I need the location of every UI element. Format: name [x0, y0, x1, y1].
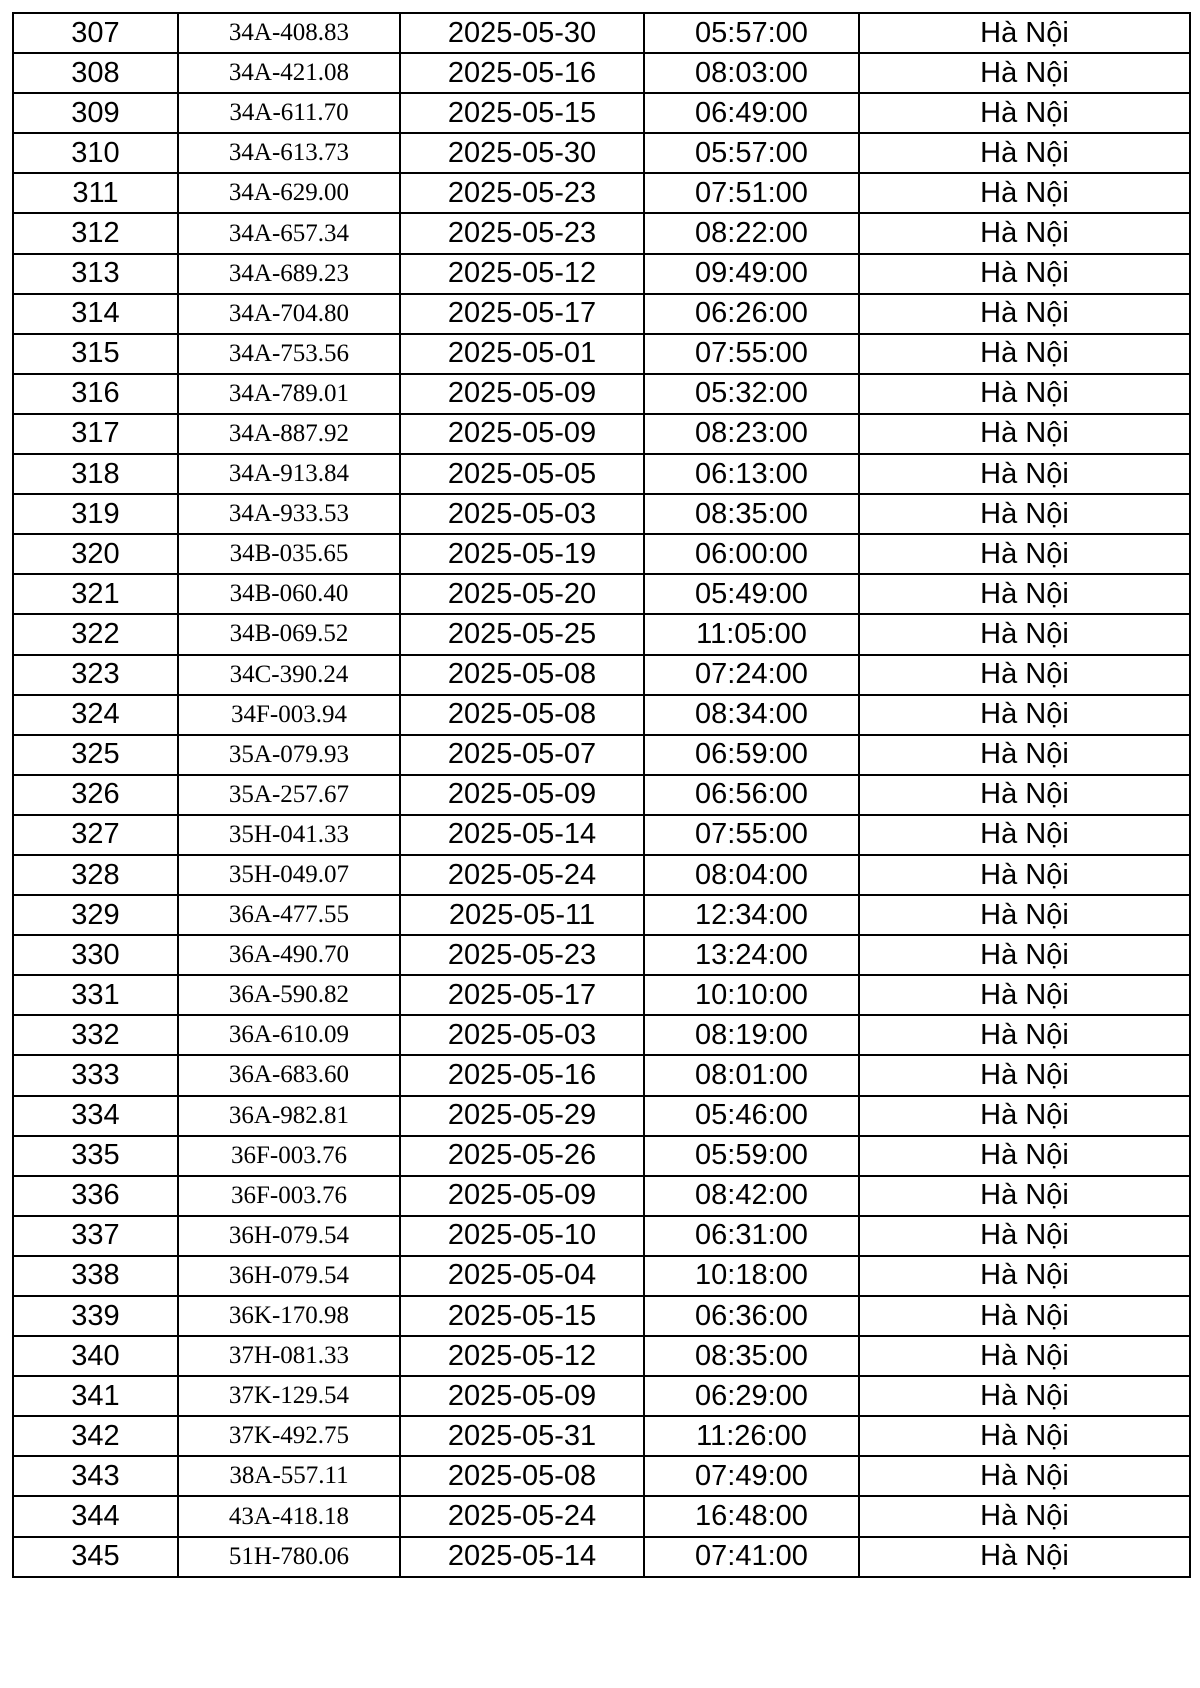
- cell-license-plate: 36A-610.09: [178, 1015, 400, 1055]
- cell-time: 07:55:00: [644, 815, 859, 855]
- cell-time: 08:04:00: [644, 855, 859, 895]
- cell-location: Hà Nội: [859, 53, 1190, 93]
- cell-location: Hà Nội: [859, 574, 1190, 614]
- cell-date: 2025-05-09: [400, 1376, 644, 1416]
- cell-date: 2025-05-29: [400, 1096, 644, 1136]
- cell-date: 2025-05-12: [400, 254, 644, 294]
- cell-license-plate: 38A-557.11: [178, 1456, 400, 1496]
- cell-location: Hà Nội: [859, 13, 1190, 53]
- cell-index: 315: [13, 334, 178, 374]
- cell-index: 327: [13, 815, 178, 855]
- table-row: [13, 935, 1190, 975]
- cell-location: Hà Nội: [859, 614, 1190, 654]
- table-row: [13, 1055, 1190, 1095]
- cell-location: Hà Nội: [859, 1256, 1190, 1296]
- cell-index: 344: [13, 1496, 178, 1536]
- cell-time: 10:10:00: [644, 975, 859, 1015]
- table-row: [13, 1216, 1190, 1256]
- cell-index: 339: [13, 1296, 178, 1336]
- cell-license-plate: 43A-418.18: [178, 1496, 400, 1536]
- cell-license-plate: 34F-003.94: [178, 695, 400, 735]
- cell-license-plate: 34C-390.24: [178, 655, 400, 695]
- cell-index: 343: [13, 1456, 178, 1496]
- table-row: [13, 1376, 1190, 1416]
- cell-date: 2025-05-23: [400, 213, 644, 253]
- cell-date: 2025-05-17: [400, 294, 644, 334]
- cell-location: Hà Nội: [859, 173, 1190, 213]
- cell-date: 2025-05-08: [400, 655, 644, 695]
- cell-index: 328: [13, 855, 178, 895]
- cell-date: 2025-05-26: [400, 1136, 644, 1176]
- table-row: [13, 13, 1190, 53]
- cell-time: 07:51:00: [644, 173, 859, 213]
- cell-location: Hà Nội: [859, 815, 1190, 855]
- table-row: [13, 494, 1190, 534]
- cell-location: Hà Nội: [859, 1216, 1190, 1256]
- cell-date: 2025-05-01: [400, 334, 644, 374]
- cell-time: 08:03:00: [644, 53, 859, 93]
- cell-index: 335: [13, 1136, 178, 1176]
- cell-date: 2025-05-14: [400, 815, 644, 855]
- cell-index: 314: [13, 294, 178, 334]
- cell-location: Hà Nội: [859, 294, 1190, 334]
- violations-table: [12, 12, 1191, 1578]
- cell-license-plate: 34A-704.80: [178, 294, 400, 334]
- cell-license-plate: 34A-689.23: [178, 254, 400, 294]
- cell-license-plate: 36A-982.81: [178, 1096, 400, 1136]
- cell-location: Hà Nội: [859, 1136, 1190, 1176]
- table-row: [13, 133, 1190, 173]
- table-row: [13, 374, 1190, 414]
- cell-date: 2025-05-08: [400, 695, 644, 735]
- cell-time: 06:56:00: [644, 775, 859, 815]
- cell-time: 08:35:00: [644, 494, 859, 534]
- cell-time: 05:49:00: [644, 574, 859, 614]
- cell-date: 2025-05-20: [400, 574, 644, 614]
- cell-license-plate: 36A-683.60: [178, 1055, 400, 1095]
- cell-location: Hà Nội: [859, 855, 1190, 895]
- cell-date: 2025-05-30: [400, 13, 644, 53]
- cell-license-plate: 34B-069.52: [178, 614, 400, 654]
- cell-location: Hà Nội: [859, 93, 1190, 133]
- cell-license-plate: 51H-780.06: [178, 1537, 400, 1577]
- cell-license-plate: 34A-789.01: [178, 374, 400, 414]
- cell-index: 313: [13, 254, 178, 294]
- table-row: [13, 775, 1190, 815]
- cell-time: 09:49:00: [644, 254, 859, 294]
- cell-location: Hà Nội: [859, 133, 1190, 173]
- table-row: [13, 1336, 1190, 1376]
- table-row: [13, 1096, 1190, 1136]
- cell-index: 345: [13, 1537, 178, 1577]
- table-row: [13, 93, 1190, 133]
- cell-date: 2025-05-15: [400, 93, 644, 133]
- cell-location: Hà Nội: [859, 655, 1190, 695]
- table-row: [13, 655, 1190, 695]
- cell-time: 08:42:00: [644, 1176, 859, 1216]
- cell-time: 06:59:00: [644, 735, 859, 775]
- cell-license-plate: 35H-049.07: [178, 855, 400, 895]
- cell-index: 341: [13, 1376, 178, 1416]
- cell-location: Hà Nội: [859, 534, 1190, 574]
- table-row: [13, 1015, 1190, 1055]
- table-row: [13, 855, 1190, 895]
- table-row: [13, 614, 1190, 654]
- cell-date: 2025-05-09: [400, 775, 644, 815]
- cell-index: 332: [13, 1015, 178, 1055]
- cell-license-plate: 36H-079.54: [178, 1256, 400, 1296]
- table-row: [13, 574, 1190, 614]
- cell-date: 2025-05-16: [400, 53, 644, 93]
- cell-license-plate: 36H-079.54: [178, 1216, 400, 1256]
- cell-time: 07:24:00: [644, 655, 859, 695]
- cell-time: 07:41:00: [644, 1537, 859, 1577]
- cell-index: 338: [13, 1256, 178, 1296]
- cell-time: 07:55:00: [644, 334, 859, 374]
- cell-license-plate: 37H-081.33: [178, 1336, 400, 1376]
- table-row: [13, 1416, 1190, 1456]
- cell-index: 321: [13, 574, 178, 614]
- cell-time: 06:49:00: [644, 93, 859, 133]
- cell-index: 316: [13, 374, 178, 414]
- cell-license-plate: 36K-170.98: [178, 1296, 400, 1336]
- cell-date: 2025-05-09: [400, 414, 644, 454]
- cell-license-plate: 34A-657.34: [178, 213, 400, 253]
- cell-location: Hà Nội: [859, 1176, 1190, 1216]
- table-row: [13, 735, 1190, 775]
- cell-location: Hà Nội: [859, 775, 1190, 815]
- cell-license-plate: 34A-613.73: [178, 133, 400, 173]
- cell-time: 06:00:00: [644, 534, 859, 574]
- cell-date: 2025-05-05: [400, 454, 644, 494]
- cell-index: 319: [13, 494, 178, 534]
- cell-time: 06:31:00: [644, 1216, 859, 1256]
- cell-time: 05:46:00: [644, 1096, 859, 1136]
- cell-location: Hà Nội: [859, 1055, 1190, 1095]
- table-row: [13, 53, 1190, 93]
- cell-time: 06:29:00: [644, 1376, 859, 1416]
- cell-license-plate: 36A-477.55: [178, 895, 400, 935]
- cell-time: 06:26:00: [644, 294, 859, 334]
- cell-time: 05:59:00: [644, 1136, 859, 1176]
- cell-location: Hà Nội: [859, 374, 1190, 414]
- cell-time: 05:32:00: [644, 374, 859, 414]
- cell-date: 2025-05-09: [400, 1176, 644, 1216]
- cell-license-plate: 34A-421.08: [178, 53, 400, 93]
- cell-location: Hà Nội: [859, 414, 1190, 454]
- cell-location: Hà Nội: [859, 1376, 1190, 1416]
- cell-time: 07:49:00: [644, 1456, 859, 1496]
- cell-index: 310: [13, 133, 178, 173]
- cell-license-plate: 34A-887.92: [178, 414, 400, 454]
- cell-index: 324: [13, 695, 178, 735]
- cell-time: 08:19:00: [644, 1015, 859, 1055]
- table-row: [13, 1296, 1190, 1336]
- cell-license-plate: 35A-079.93: [178, 735, 400, 775]
- table-row: [13, 294, 1190, 334]
- cell-license-plate: 34B-035.65: [178, 534, 400, 574]
- cell-index: 326: [13, 775, 178, 815]
- cell-time: 05:57:00: [644, 133, 859, 173]
- table-row: [13, 254, 1190, 294]
- cell-date: 2025-05-14: [400, 1537, 644, 1577]
- table-row: [13, 1176, 1190, 1216]
- cell-date: 2025-05-09: [400, 374, 644, 414]
- cell-date: 2025-05-04: [400, 1256, 644, 1296]
- cell-license-plate: 34B-060.40: [178, 574, 400, 614]
- cell-time: 06:13:00: [644, 454, 859, 494]
- cell-date: 2025-05-12: [400, 1336, 644, 1376]
- cell-index: 336: [13, 1176, 178, 1216]
- cell-location: Hà Nội: [859, 1456, 1190, 1496]
- cell-license-plate: 34A-629.00: [178, 173, 400, 213]
- cell-date: 2025-05-25: [400, 614, 644, 654]
- cell-date: 2025-05-30: [400, 133, 644, 173]
- cell-index: 342: [13, 1416, 178, 1456]
- table-row: [13, 895, 1190, 935]
- cell-location: Hà Nội: [859, 735, 1190, 775]
- cell-index: 331: [13, 975, 178, 1015]
- table-row: [13, 534, 1190, 574]
- cell-date: 2025-05-23: [400, 173, 644, 213]
- cell-location: Hà Nội: [859, 1537, 1190, 1577]
- cell-time: 08:22:00: [644, 213, 859, 253]
- cell-license-plate: 34A-611.70: [178, 93, 400, 133]
- cell-license-plate: 34A-933.53: [178, 494, 400, 534]
- cell-license-plate: 35H-041.33: [178, 815, 400, 855]
- cell-time: 08:01:00: [644, 1055, 859, 1095]
- cell-location: Hà Nội: [859, 494, 1190, 534]
- cell-index: 312: [13, 213, 178, 253]
- cell-index: 325: [13, 735, 178, 775]
- cell-date: 2025-05-23: [400, 935, 644, 975]
- cell-location: Hà Nội: [859, 1015, 1190, 1055]
- cell-date: 2025-05-11: [400, 895, 644, 935]
- cell-location: Hà Nội: [859, 1416, 1190, 1456]
- cell-time: 16:48:00: [644, 1496, 859, 1536]
- cell-index: 330: [13, 935, 178, 975]
- cell-time: 13:24:00: [644, 935, 859, 975]
- cell-location: Hà Nội: [859, 895, 1190, 935]
- cell-time: 12:34:00: [644, 895, 859, 935]
- cell-time: 05:57:00: [644, 13, 859, 53]
- cell-location: Hà Nội: [859, 1336, 1190, 1376]
- cell-date: 2025-05-16: [400, 1055, 644, 1095]
- cell-index: 308: [13, 53, 178, 93]
- cell-time: 06:36:00: [644, 1296, 859, 1336]
- cell-location: Hà Nội: [859, 975, 1190, 1015]
- cell-location: Hà Nội: [859, 213, 1190, 253]
- table-row: [13, 695, 1190, 735]
- cell-index: 317: [13, 414, 178, 454]
- cell-date: 2025-05-07: [400, 735, 644, 775]
- table-row: [13, 975, 1190, 1015]
- cell-index: 340: [13, 1336, 178, 1376]
- cell-date: 2025-05-03: [400, 494, 644, 534]
- table-row: [13, 414, 1190, 454]
- cell-index: 307: [13, 13, 178, 53]
- cell-location: Hà Nội: [859, 254, 1190, 294]
- cell-time: 08:23:00: [644, 414, 859, 454]
- cell-location: Hà Nội: [859, 1496, 1190, 1536]
- cell-license-plate: 34A-913.84: [178, 454, 400, 494]
- cell-license-plate: 34A-408.83: [178, 13, 400, 53]
- cell-license-plate: 37K-129.54: [178, 1376, 400, 1416]
- cell-index: 311: [13, 173, 178, 213]
- cell-license-plate: 34A-753.56: [178, 334, 400, 374]
- cell-license-plate: 37K-492.75: [178, 1416, 400, 1456]
- cell-time: 08:35:00: [644, 1336, 859, 1376]
- cell-time: 08:34:00: [644, 695, 859, 735]
- table-row: [13, 1537, 1190, 1577]
- cell-location: Hà Nội: [859, 1096, 1190, 1136]
- table-row: [13, 173, 1190, 213]
- cell-date: 2025-05-24: [400, 1496, 644, 1536]
- table-row: [13, 815, 1190, 855]
- cell-time: 11:26:00: [644, 1416, 859, 1456]
- cell-license-plate: 36A-590.82: [178, 975, 400, 1015]
- cell-index: 337: [13, 1216, 178, 1256]
- table-row: [13, 334, 1190, 374]
- cell-location: Hà Nội: [859, 1296, 1190, 1336]
- cell-license-plate: 36A-490.70: [178, 935, 400, 975]
- cell-date: 2025-05-19: [400, 534, 644, 574]
- cell-date: 2025-05-24: [400, 855, 644, 895]
- cell-index: 320: [13, 534, 178, 574]
- cell-index: 318: [13, 454, 178, 494]
- cell-license-plate: 35A-257.67: [178, 775, 400, 815]
- cell-date: 2025-05-15: [400, 1296, 644, 1336]
- table-body: [13, 13, 1190, 1577]
- cell-index: 334: [13, 1096, 178, 1136]
- table-row: [13, 454, 1190, 494]
- cell-location: Hà Nội: [859, 935, 1190, 975]
- table-row: [13, 1496, 1190, 1536]
- cell-date: 2025-05-31: [400, 1416, 644, 1456]
- cell-index: 322: [13, 614, 178, 654]
- table-row: [13, 1256, 1190, 1296]
- cell-time: 10:18:00: [644, 1256, 859, 1296]
- cell-location: Hà Nội: [859, 695, 1190, 735]
- cell-location: Hà Nội: [859, 334, 1190, 374]
- cell-date: 2025-05-03: [400, 1015, 644, 1055]
- cell-license-plate: 36F-003.76: [178, 1176, 400, 1216]
- cell-date: 2025-05-08: [400, 1456, 644, 1496]
- table-row: [13, 1456, 1190, 1496]
- table-row: [13, 1136, 1190, 1176]
- cell-index: 309: [13, 93, 178, 133]
- table-row: [13, 213, 1190, 253]
- cell-index: 329: [13, 895, 178, 935]
- cell-location: Hà Nội: [859, 454, 1190, 494]
- cell-date: 2025-05-10: [400, 1216, 644, 1256]
- cell-index: 323: [13, 655, 178, 695]
- cell-index: 333: [13, 1055, 178, 1095]
- cell-date: 2025-05-17: [400, 975, 644, 1015]
- cell-license-plate: 36F-003.76: [178, 1136, 400, 1176]
- cell-time: 11:05:00: [644, 614, 859, 654]
